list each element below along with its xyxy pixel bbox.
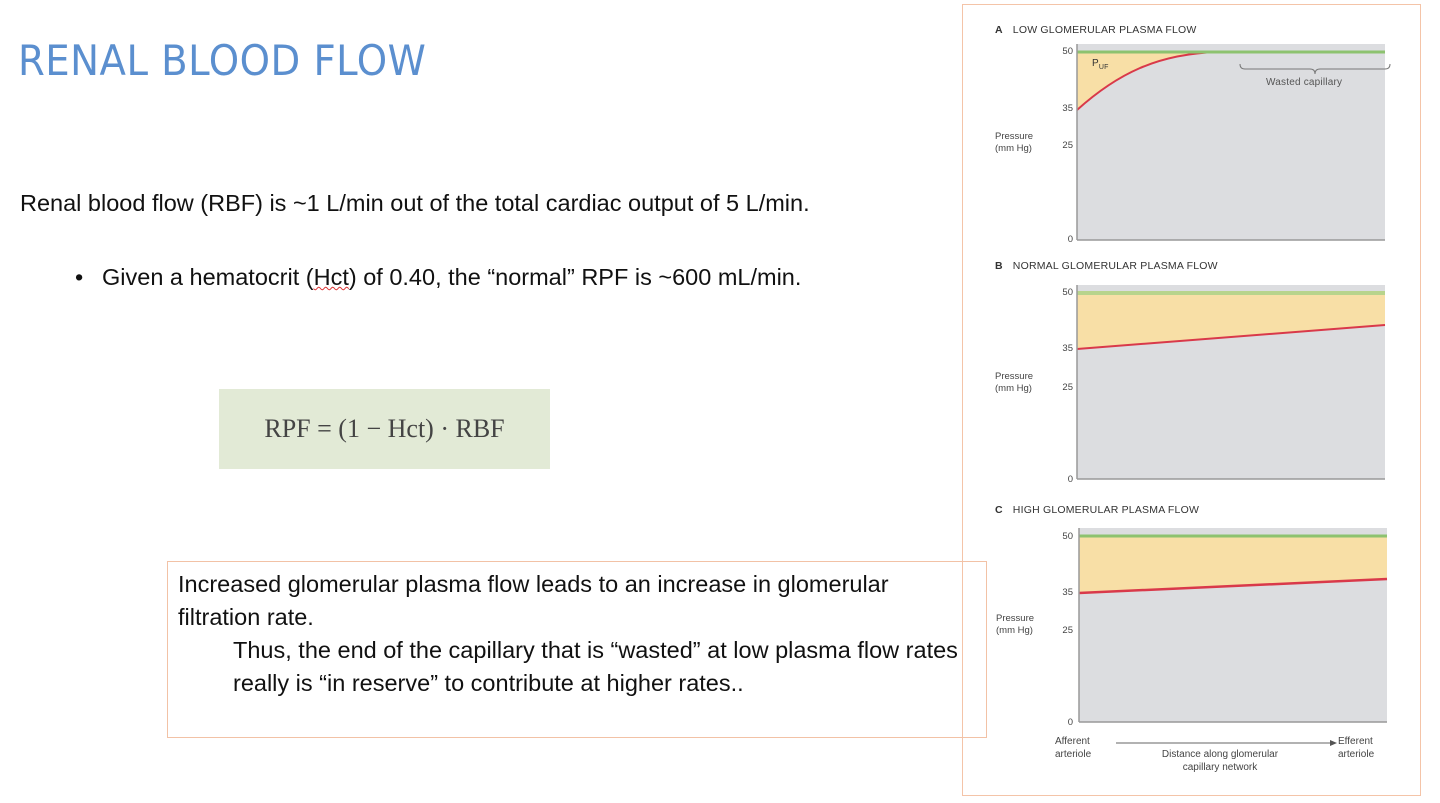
chart-a-plot — [1077, 44, 1385, 242]
x-label-line: arteriole — [1338, 749, 1375, 760]
tick-35: 35 — [1062, 103, 1073, 114]
tick-0: 0 — [1067, 474, 1073, 485]
tick-35: 35 — [1062, 587, 1073, 598]
panel-a-title — [995, 24, 1197, 36]
panel-c-title — [995, 504, 1199, 516]
x-label-line: arteriole — [1055, 749, 1092, 760]
panel-letter: B — [995, 260, 1003, 272]
tick-25: 25 — [1062, 140, 1073, 151]
tick-35: 35 — [1062, 343, 1073, 354]
note-text-box[interactable] — [167, 561, 987, 738]
bullet-text-part: Given a hematocrit ( — [102, 264, 314, 290]
x-axis-title — [1135, 748, 1305, 774]
slide-title: RENAL BLOOD FLOW — [18, 36, 427, 85]
panel-b-title — [995, 260, 1218, 272]
arrow-right-icon — [1116, 740, 1338, 746]
tick-50: 50 — [1062, 531, 1073, 542]
x-label-afferent — [1055, 735, 1091, 761]
tick-25: 25 — [1062, 625, 1073, 636]
x-label-line: Afferent — [1055, 736, 1090, 747]
y-label-line: Pressure — [995, 131, 1034, 142]
panel-title-text: NORMAL GLOMERULAR PLASMA FLOW — [1012, 260, 1218, 272]
rpf-formula-box — [219, 389, 550, 469]
tick-50: 50 — [1062, 287, 1073, 298]
y-label-line: (mm Hg) — [995, 383, 1032, 394]
note-paragraph: Increased glomerular plasma flow leads to an increase in glomerular filtration rate. — [178, 571, 889, 630]
tick-25: 25 — [1062, 382, 1073, 393]
intro-paragraph: Renal blood flow (RBF) is ~1 L/min out of the total cardiac output of 5 L/min. — [20, 190, 810, 216]
tick-0: 0 — [1067, 717, 1073, 728]
panel-title-text: HIGH GLOMERULAR PLASMA FLOW — [1012, 504, 1200, 516]
chart-b-plot — [1077, 285, 1385, 481]
y-axis-label — [996, 613, 1034, 637]
tick-0: 0 — [1067, 234, 1073, 245]
y-label-line: (mm Hg) — [995, 143, 1032, 154]
bullet-text — [102, 260, 862, 294]
x-label-efferent — [1338, 735, 1374, 761]
note-indented-paragraph: Thus, the end of the capillary that is “wasted” at low plasma flow rates really is “in reserve” to contribute at higher rates.. — [233, 637, 958, 696]
spellcheck-word: Hct — [313, 264, 349, 290]
bullet-marker: • — [75, 264, 84, 290]
puf-label — [1092, 58, 1109, 71]
x-label-line: capillary network — [1182, 762, 1258, 773]
x-label-line: Distance along glomerular — [1161, 749, 1279, 760]
y-axis-label — [995, 371, 1033, 395]
panel-letter: A — [995, 24, 1003, 36]
y-label-line: Pressure — [996, 613, 1035, 624]
y-axis-label — [995, 131, 1033, 155]
rpf-formula: RPF = (1 − Hct) · RBF — [264, 414, 505, 443]
y-label-line: Pressure — [995, 371, 1034, 382]
bullet-text-part: ) of 0.40, the “normal” RPF is ~600 mL/min. — [348, 264, 802, 290]
panel-title-text: LOW GLOMERULAR PLASMA FLOW — [1012, 24, 1197, 36]
y-label-line: (mm Hg) — [996, 625, 1033, 636]
panel-letter: C — [995, 504, 1003, 516]
puf-sub: UF — [1098, 64, 1109, 71]
x-label-line: Efferent — [1338, 736, 1373, 747]
tick-50: 50 — [1062, 46, 1073, 57]
puf-p: P — [1092, 58, 1099, 69]
chart-c-plot — [1079, 528, 1387, 724]
wasted-capillary-label: Wasted capillary — [1266, 77, 1343, 88]
